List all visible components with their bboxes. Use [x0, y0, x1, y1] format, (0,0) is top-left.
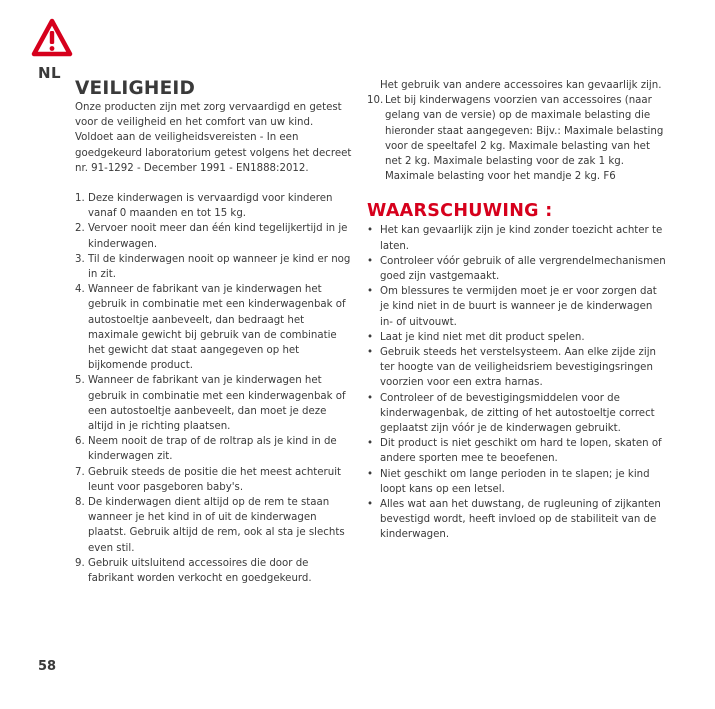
list-item-text: Let bij kinderwagens voorzien van accessoires (naar gelang van de versie) op de maximale belasting die hieronder staat aangegeven: Bijv.: Maximale belasting voor de speeltafel 2 kg. Maximale belasting van het net 2 kg. Maximale belasting voor de zak 1 kg. Maximale belasting voor het mandje 2 kg. F6 — [385, 95, 664, 183]
list-item — [367, 436, 667, 466]
list-item-text: Gebruik steeds het verstelsysteem. Aan elke zijde zijn ter hoogte van de veiligheidsriem bevestigingsringen voorzien voor een extra harnas. — [380, 347, 657, 389]
list-number: 5. — [75, 375, 85, 387]
list-item-text: Het kan gevaarlijk zijn je kind zonder toezicht achter te laten. — [380, 225, 663, 252]
list-number: 6. — [75, 436, 85, 448]
list-item — [367, 497, 667, 543]
bullet: • — [367, 468, 374, 480]
safety-rules-list — [75, 191, 353, 586]
list-item — [75, 465, 353, 495]
list-item — [75, 556, 353, 586]
list-number: 1. — [75, 193, 85, 205]
list-item-text: Gebruik uitsluitend accessoires die door de fabrikant worden verkocht en goedgekeurd. — [88, 557, 312, 585]
list-item — [367, 284, 667, 330]
list-item — [75, 373, 353, 434]
list-item — [75, 282, 353, 373]
list-item-text: Vervoer nooit meer dan één kind tegelijkertijd in je kinderwagen. — [88, 223, 348, 250]
list-item — [367, 93, 667, 184]
list-item — [367, 254, 667, 284]
list-number: 4. — [75, 284, 85, 296]
list-item — [75, 434, 353, 464]
bullet: • — [367, 286, 374, 298]
list-item-text: Alles wat aan het duwstang, de rugleuning of zijkanten bevestigd wordt, heeft invloed op de stabiliteit van de kinderwagen. — [380, 499, 661, 541]
list-number: 9. — [75, 557, 85, 569]
list-number: 3. — [75, 253, 85, 265]
list-item — [367, 223, 667, 253]
list-item-text: De kinderwagen dient altijd op de rem te staan wanneer je het kind in of uit de kinderwagen plaatst. Gebruik altijd de rem, ook al sta je slechts even stil. — [88, 497, 345, 554]
list-number: 7. — [75, 466, 85, 478]
warning-triangle-icon — [31, 18, 73, 58]
list-item — [367, 330, 667, 345]
list-item-text: Neem nooit de trap of de roltrap als je kind in de kinderwagen zit. — [88, 436, 337, 463]
bullet: • — [367, 499, 374, 511]
list-item — [75, 252, 353, 282]
language-tag: NL — [38, 64, 62, 82]
list-item-text: Wanneer de fabrikant van je kinderwagen het gebruik in combinatie met een kinderwagenbak of een autostoeltje aanbeveelt, dan moet je deze altijd in je richting plaatsen. — [88, 375, 346, 433]
bullet: • — [367, 438, 374, 450]
list-item-text: Gebruik steeds de positie die het meest achteruit leunt voor pasgeboren baby's. — [88, 466, 342, 493]
section-title-veiligheid: VEILIGHEID — [75, 78, 196, 99]
list-item-text: Wanneer de fabrikant van je kinderwagen het gebruik in combinatie met een kinderwagenbak of autostoeltje aanbeveelt, dan bedraagt het maximale gewicht bij gebruik van de combinatie het gewicht dat staat aangegeven op het bijkomende product. — [88, 284, 346, 372]
list-number: 2. — [75, 223, 85, 235]
page-number: 58 — [38, 659, 57, 674]
list-item — [75, 221, 353, 251]
bullet: • — [367, 331, 374, 343]
section-title-waarschuwing: WAARSCHUWING : — [367, 201, 553, 222]
list-item-text: Deze kinderwagen is vervaardigd voor kinderen vanaf 0 maanden en tot 15 kg. — [88, 193, 333, 220]
bullet: • — [367, 347, 374, 359]
list-item-text: Om blessures te vermijden moet je er voor zorgen dat je kind niet in de buurt is wanneer je de kinderwagen in- of uitvouwt. — [380, 286, 657, 328]
list-number: 8. — [75, 497, 85, 509]
list-item-text: Controleer of de bevestigingsmiddelen voor de kinderwagenbak, de zitting of het autostoeltje correct geplaatst zijn vóór je de kinderwagen gebruikt. — [380, 392, 655, 435]
list-item-text: Niet geschikt om lange perioden in te slapen; je kind loopt kans op een letsel. — [380, 468, 650, 495]
list-item — [367, 467, 667, 497]
list-item-text: Dit product is niet geschikt om hard te lopen, skaten of andere sporten mee te beoefenen. — [380, 438, 662, 465]
list-item — [75, 495, 353, 556]
list-number: 10. — [367, 95, 384, 107]
right-column — [367, 78, 667, 543]
warnings-list — [367, 223, 667, 542]
bullet: • — [367, 392, 374, 404]
list-item-text: Controleer vóór gebruik of alle vergrendelmechanismen goed zijn vastgemaakt. — [380, 255, 666, 283]
list-item — [367, 345, 667, 391]
list-item-text: Laat je kind niet met dit product spelen. — [380, 331, 585, 343]
left-column — [75, 78, 353, 586]
list-item — [367, 391, 667, 437]
list-item — [75, 191, 353, 221]
safety-rules-list-continued — [367, 93, 667, 184]
bullet: • — [367, 255, 374, 267]
intro-paragraph: Onze producten zijn met zorg vervaardigd en getest voor de veiligheid en het comfort van uw kind. Voldoet aan de veiligheidsvereisten - In een goedgekeurd laboratorium getest volgens het decreet nr. 91-1292 - December 1991 - EN1888:2012. — [75, 102, 352, 174]
list-item-continued: Het gebruik van andere accessoires kan gevaarlijk zijn. — [380, 80, 662, 91]
bullet: • — [367, 225, 374, 237]
list-item-text: Til de kinderwagen nooit op wanneer je kind er nog in zit. — [88, 253, 351, 281]
